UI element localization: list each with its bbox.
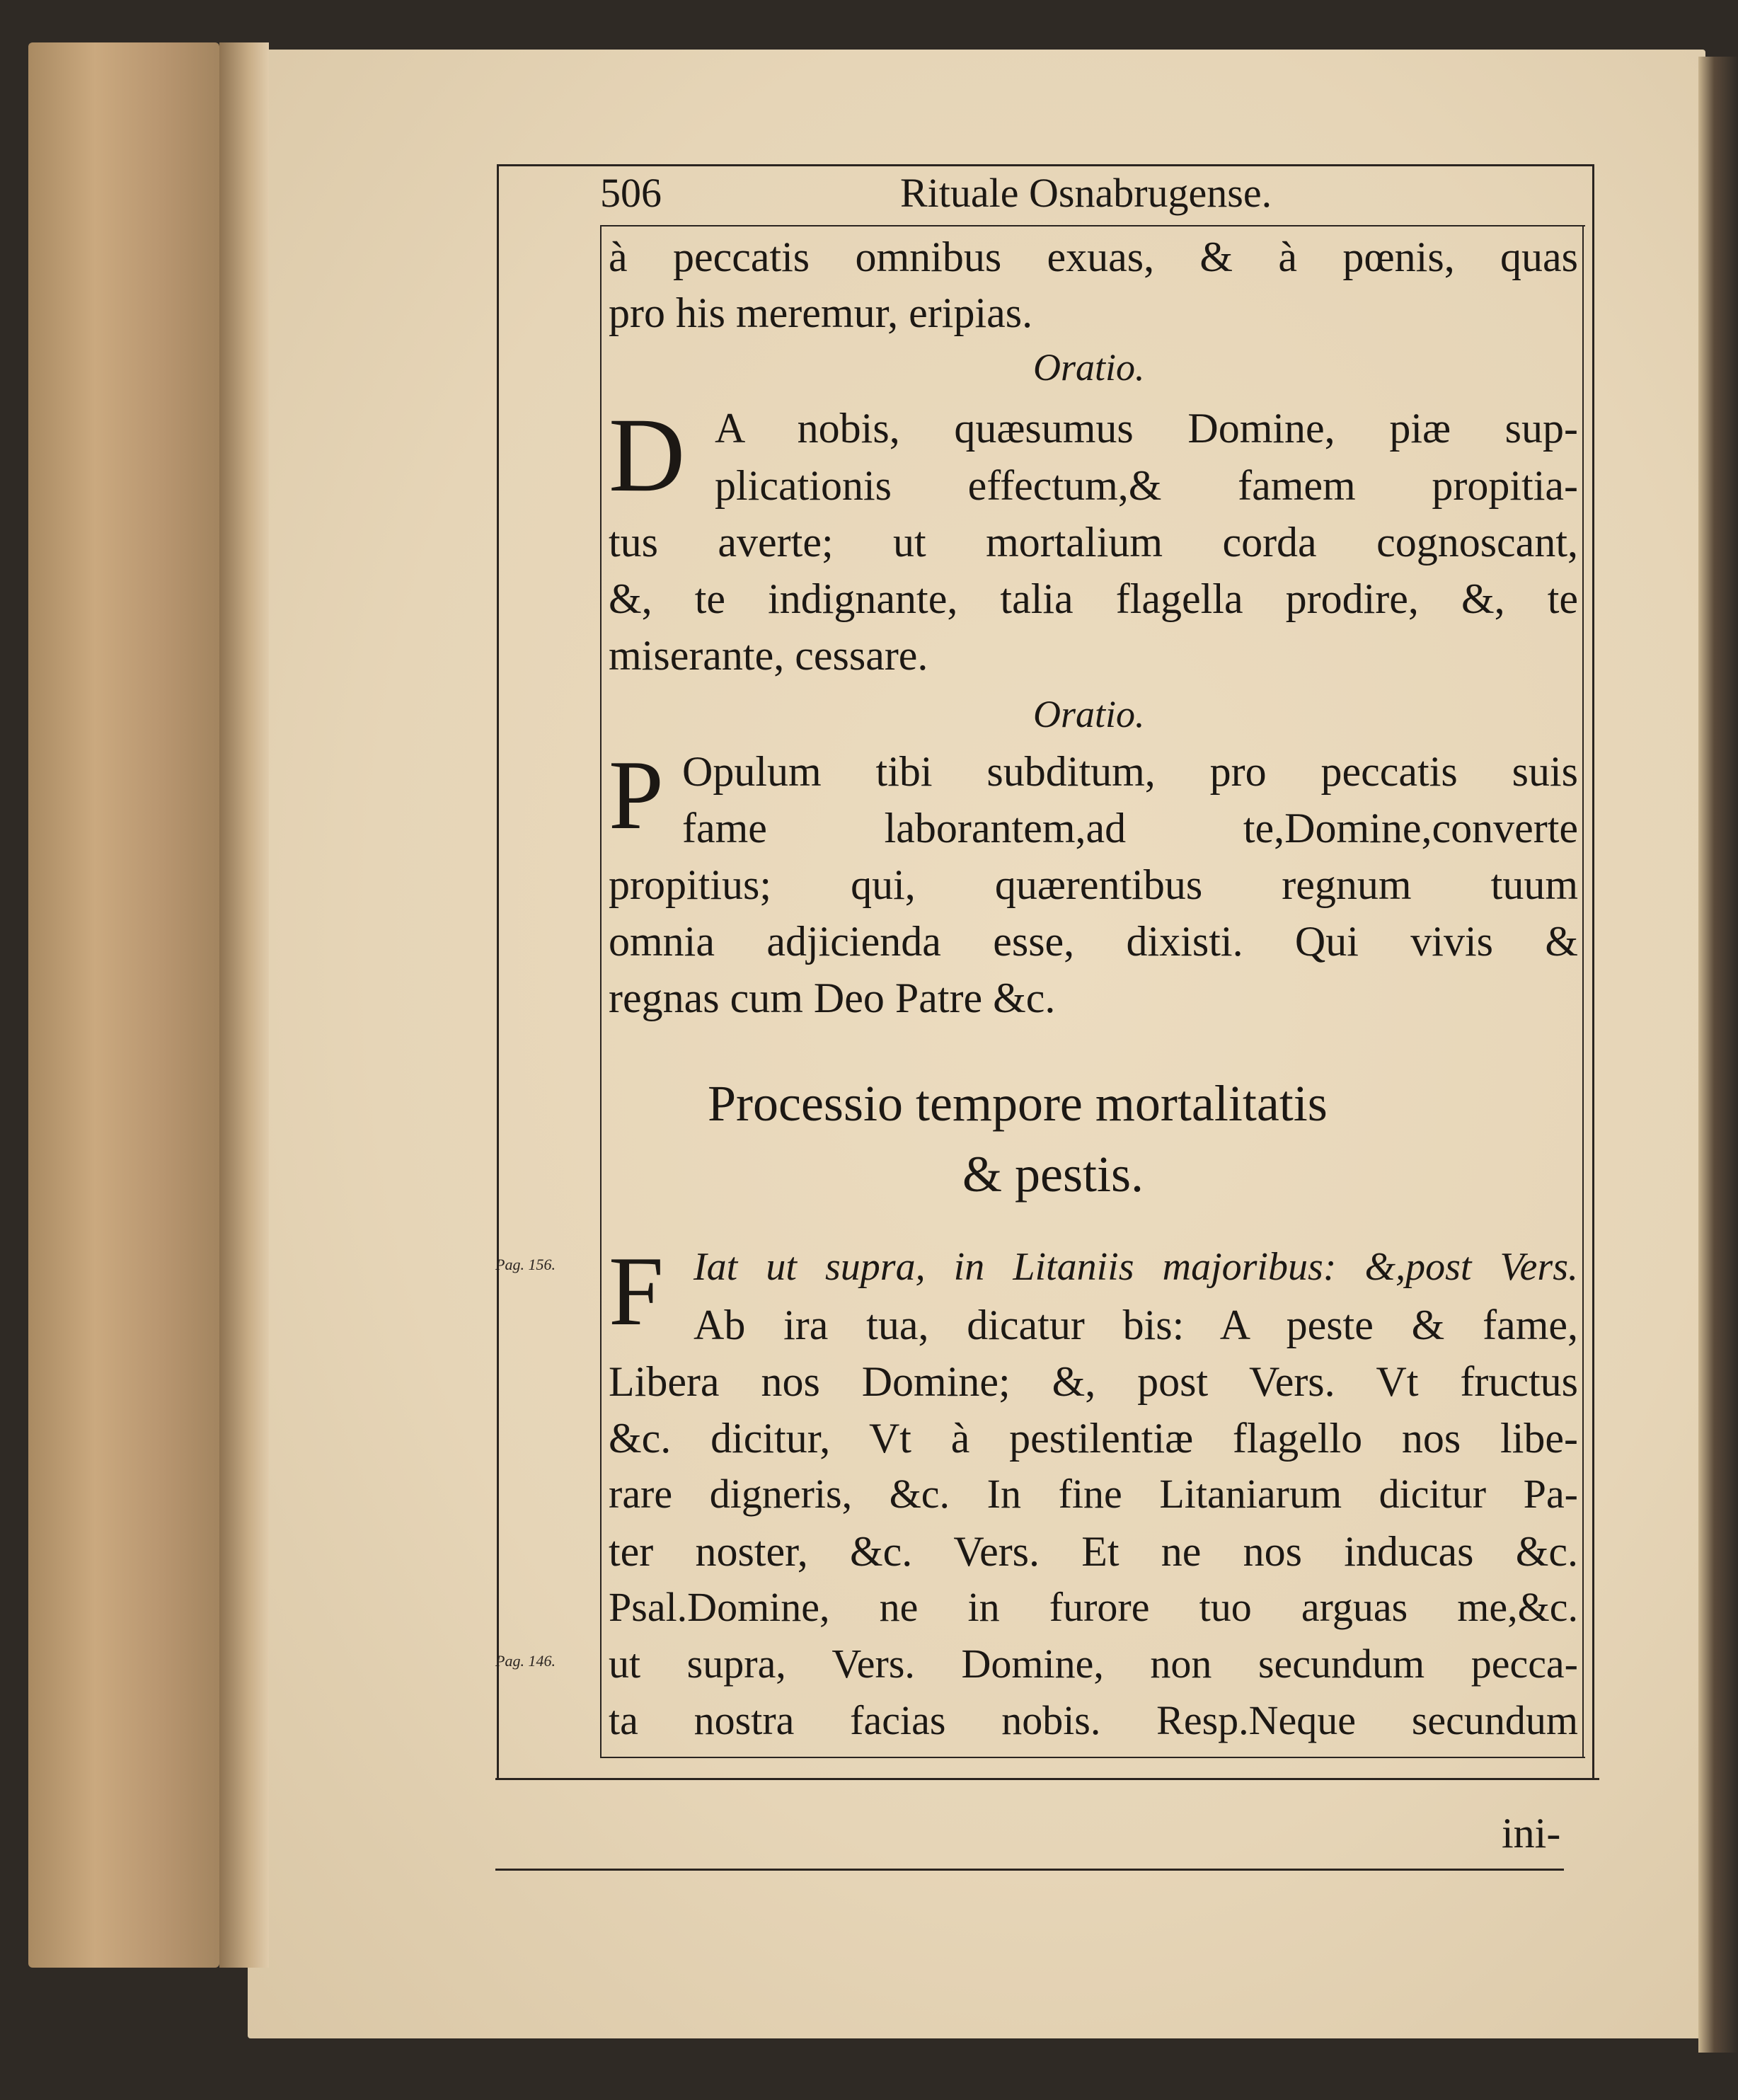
page-number: 506 [600,170,662,216]
processio-line: rare digneris, &c. In fine Litaniarum dicitur Pa- [609,1471,1578,1517]
oratio-line: omnia adjicienda esse, dixisti. Qui vivis & [609,918,1578,965]
frame-header-rule [600,225,1585,226]
oratio-line: regnas cum Deo Patre &c. [609,975,1056,1021]
processio-line: &c. dicitur, Vt à pestilentiæ flagello nos libe- [609,1415,1578,1462]
frame-top [497,164,1592,166]
catchword-rule [495,1869,1564,1871]
paragraph-line: à peccatis omnibus exuas, & à pœnis, quas [609,234,1578,280]
catchword: ini- [1502,1810,1561,1857]
oratio-line: propitius; qui, quærentibus regnum tuum [609,861,1578,908]
page-edges-stack [28,42,219,1968]
frame-bottom-outer [495,1778,1599,1780]
processio-line: ter noster, &c. Vers. Et ne nos inducas &c. [609,1528,1578,1575]
oratio-line: Opulum tibi subditum, pro peccatis suis [682,748,1578,795]
section-title-line-2: & pestis. [962,1146,1144,1203]
oratio-heading: Oratio. [1033,346,1145,389]
processio-line: Libera nos Domine; &, post Vers. Vt fructus [609,1358,1578,1405]
frame-right-inner [1582,225,1584,1757]
drop-cap-d: D [609,396,686,514]
processio-line: Iat ut supra, in Litaniis majoribus: &,post Vers. [694,1245,1578,1289]
processio-line: ut supra, Vers. Domine, non secundum pecca- [609,1641,1578,1687]
text-column [609,0,1578,2100]
processio-line: Ab ira tua, dicatur bis: A peste & fame, [694,1302,1578,1348]
oratio-line: miserante, cessare. [609,632,928,679]
section-title-line-1: Processio tempore mortalitatis [708,1075,1328,1132]
frame-bottom-inner [600,1757,1585,1758]
margin-reference: Pag. 156. [495,1256,556,1273]
processio-line: Psal.Domine, ne in furore tuo arguas me,&c. [609,1584,1578,1630]
oratio-line: fame laborantem,ad te,Domine,converte [682,805,1578,851]
oratio-heading: Oratio. [1033,693,1145,735]
processio-line: ta nostra facias nobis. Resp.Neque secundum [609,1697,1578,1743]
facing-page-edge [1698,57,1738,2053]
oratio-line: tus averte; ut mortalium corda cognoscant, [609,519,1578,566]
frame-left-outer [497,164,499,1778]
paragraph-line: pro his meremur, eripias. [609,289,1033,336]
running-title: Rituale Osnabrugense. [900,170,1272,216]
drop-cap-p: P [609,740,664,850]
book-gutter [219,42,269,1968]
frame-right-outer [1592,164,1594,1778]
margin-reference: Pag. 146. [495,1652,556,1670]
oratio-line: A nobis, quæsumus Domine, piæ sup- [715,405,1578,452]
frame-left-inner [600,225,602,1757]
oratio-line: &, te indignante, talia flagella prodire, &, te [609,575,1578,622]
oratio-line: plicationis effectum,& famem propitia- [715,462,1578,509]
drop-cap-f: F [609,1237,664,1346]
